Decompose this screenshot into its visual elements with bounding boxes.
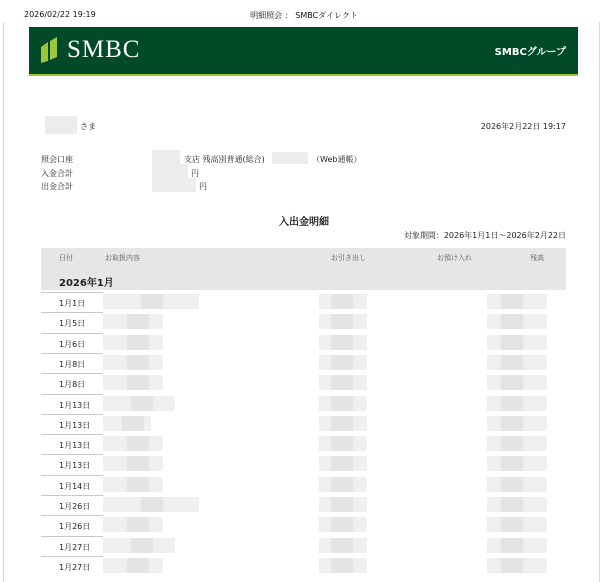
redacted-cell — [501, 355, 523, 370]
row-date-cell — [41, 495, 103, 515]
row-date: 1月26日 — [59, 522, 91, 532]
row-date-cell — [41, 434, 103, 454]
redacted-cell — [141, 294, 163, 309]
column-header-date: 日付 — [59, 254, 73, 262]
account-number-redacted — [272, 152, 308, 164]
redacted-cell — [501, 436, 523, 451]
row-date-cell — [41, 414, 103, 434]
smbc-banner — [29, 27, 578, 75]
redacted-cell — [331, 314, 353, 329]
row-date: 1月13日 — [59, 461, 91, 471]
row-date: 1月26日 — [59, 502, 91, 511]
deposit-total-label: 入金合計 — [41, 169, 73, 178]
row-date: 1月1日 — [59, 299, 86, 308]
table-row — [41, 495, 566, 515]
row-date: 1月5日 — [59, 319, 86, 329]
statement-table-header — [41, 248, 566, 290]
column-header-withdrawal: お引き出し — [331, 254, 366, 262]
redacted-cell — [141, 497, 163, 512]
month-heading: 2026年1月 — [59, 278, 114, 289]
row-date-cell — [41, 454, 103, 474]
row-date: 1月8日 — [59, 380, 86, 390]
row-date-cell — [41, 515, 103, 535]
branch-name-redacted — [152, 150, 180, 164]
redacted-cell — [501, 335, 523, 350]
table-row — [41, 353, 566, 373]
row-date-cell — [41, 536, 103, 556]
row-date: 1月14日 — [59, 481, 91, 491]
redacted-cell — [127, 314, 149, 329]
table-row — [41, 536, 566, 556]
redacted-cell — [127, 355, 149, 370]
deposit-total-yen: 円 — [191, 169, 199, 178]
row-date: 1月8日 — [59, 359, 86, 369]
redacted-cell — [331, 355, 353, 370]
table-row — [41, 515, 566, 535]
redacted-cell — [331, 396, 353, 411]
redacted-cell — [501, 538, 523, 553]
table-row — [41, 556, 566, 576]
table-row — [41, 414, 566, 434]
redacted-cell — [501, 396, 523, 411]
statement-title: 入出金明細 — [279, 217, 329, 228]
redacted-cell — [131, 538, 153, 553]
redacted-cell — [127, 375, 149, 390]
redacted-cell — [127, 335, 149, 350]
statement-period: 対象期間：2026年1月1日〜2026年2月22日 — [403, 231, 566, 240]
table-row — [41, 434, 566, 454]
redacted-cell — [331, 538, 353, 553]
redacted-cell — [501, 294, 523, 309]
table-row — [41, 475, 566, 495]
smbc-group-logo: SMBCグループ — [494, 47, 566, 58]
table-row — [41, 373, 566, 393]
print-title: 明細照会 ： SMBCダイレクト — [250, 11, 358, 20]
redacted-cell — [501, 517, 523, 532]
row-date: 1月13日 — [59, 441, 91, 451]
redacted-cell — [131, 396, 153, 411]
redacted-cell — [127, 477, 149, 492]
row-date: 1月27日 — [59, 562, 91, 572]
customer-name-redacted — [45, 116, 77, 134]
withdraw-total-redacted — [152, 178, 196, 192]
table-row — [41, 394, 566, 414]
row-date-cell — [41, 394, 103, 414]
redacted-cell — [331, 517, 353, 532]
redacted-cell — [331, 335, 353, 350]
redacted-cell — [122, 416, 144, 431]
redacted-cell — [331, 558, 353, 573]
redacted-cell — [127, 456, 149, 471]
redacted-cell — [127, 517, 149, 532]
row-date: 1月13日 — [59, 420, 91, 430]
redacted-cell — [501, 477, 523, 492]
redacted-cell — [501, 497, 523, 512]
redacted-cell — [127, 558, 149, 573]
row-date: 1月27日 — [59, 542, 91, 552]
row-date-cell — [41, 556, 103, 576]
redacted-cell — [331, 497, 353, 512]
redacted-cell — [127, 436, 149, 451]
column-header-balance: 残高 — [530, 254, 544, 262]
statement-created-datetime: 2026年2月22日 19:17 — [480, 122, 566, 131]
redacted-cell — [501, 558, 523, 573]
smbc-leaf-icon — [41, 37, 59, 63]
redacted-cell — [331, 375, 353, 390]
column-header-description: お取扱内容 — [105, 254, 140, 262]
redacted-cell — [501, 416, 523, 431]
row-date: 1月13日 — [59, 400, 91, 410]
table-row — [41, 312, 566, 332]
redacted-cell — [331, 436, 353, 451]
row-date-cell — [41, 312, 103, 332]
deposit-total-redacted — [152, 164, 188, 178]
customer-honorific: さま — [80, 122, 96, 131]
row-date-cell — [41, 475, 103, 495]
account-label: 照会口座 — [41, 155, 73, 164]
table-row — [41, 454, 566, 474]
smbc-logo-text: SMBC — [67, 36, 141, 63]
row-date-cell — [41, 333, 103, 353]
redacted-cell — [331, 477, 353, 492]
withdraw-total-label: 出金合計 — [41, 182, 73, 191]
redacted-cell — [331, 294, 353, 309]
table-row — [41, 292, 566, 312]
account-branch-text: 支店 残高別普通(総合) — [184, 155, 265, 164]
row-date-cell — [41, 373, 103, 393]
redacted-cell — [331, 456, 353, 471]
web-passbook-label: （Web通帳） — [312, 155, 362, 164]
withdraw-total-yen: 円 — [199, 182, 207, 191]
banner-accent-stripe — [29, 74, 578, 76]
redacted-cell — [501, 456, 523, 471]
row-date-cell — [41, 292, 103, 312]
redacted-cell — [331, 416, 353, 431]
row-date-cell — [41, 353, 103, 373]
column-header-deposit: お預け入れ — [437, 254, 472, 262]
print-datetime: 2026/02/22 19:19 — [24, 10, 96, 19]
redacted-cell — [501, 375, 523, 390]
table-row — [41, 333, 566, 353]
row-date: 1月6日 — [59, 339, 86, 349]
redacted-cell — [501, 314, 523, 329]
